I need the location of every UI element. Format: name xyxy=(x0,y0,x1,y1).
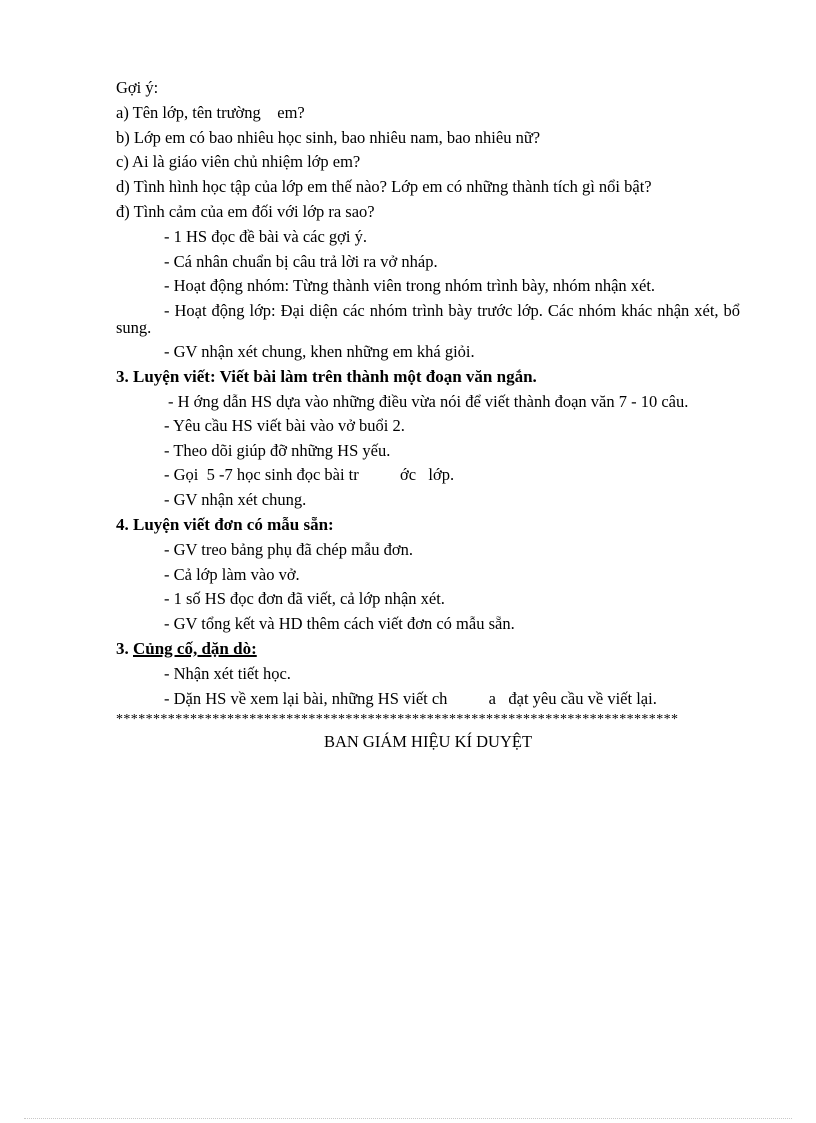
hint-item-b: b) Lớp em có bao nhiêu học sinh, bao nhiêu nam, bao nhiêu nữ? xyxy=(116,127,541,147)
section-5-title: Củng cố, dặn dò: xyxy=(133,638,257,658)
hints-title: Gợi ý: xyxy=(116,78,159,97)
section-4-heading: 4. Luyện viết đơn có mẫu sẵn: xyxy=(116,514,334,534)
step-read-aloud: - Gọi 5 -7 học sinh đọc bài tr ớc lớp. xyxy=(164,465,455,485)
step-individual-prep: - Cá nhân chuẩn bị câu trả lời ra vở nháp. xyxy=(164,251,438,271)
hint-item-d: d) Tình hình học tập của lớp em thế nào? Lớp em có những thành tích gì nổi bật? xyxy=(116,177,652,197)
approval-title: BAN GIÁM HIỆU KÍ DUYỆT xyxy=(323,732,533,752)
step-summary: - GV tổng kết và HD thêm cách viết đơn có mẫu sẵn. xyxy=(164,614,515,634)
hint-item-c: c) Ai là giáo viên chủ nhiệm lớp em? xyxy=(116,152,361,172)
step-help-weak: - Theo dõi giúp đỡ những HS yếu. xyxy=(164,440,391,460)
step-lesson-review: - Nhận xét tiết học. xyxy=(164,663,291,683)
section-3-heading: 3. Luyện viết: Viết bài làm trên thành một đoạn văn ngắn. xyxy=(116,366,537,386)
step-general-feedback: - GV nhận xét chung. xyxy=(164,490,307,510)
hint-item-a: a) Tên lớp, tên trường em? xyxy=(116,102,305,122)
step-write-notebook: - Yêu cầu HS viết bài vào vở buổi 2. xyxy=(164,415,405,435)
section-5-heading xyxy=(116,637,740,662)
step-group-activity: - Hoạt động nhóm: Từng thành viên trong nhóm trình bày, nhóm nhận xét. xyxy=(164,276,656,296)
step-hang-board: - GV treo bảng phụ đã chép mẫu đơn. xyxy=(164,539,413,559)
star-separator: **************************************************************************** xyxy=(116,712,679,728)
step-read-prompt: - 1 HS đọc đề bài và các gợi ý. xyxy=(164,226,367,246)
hint-item-dd: đ) Tình cảm của em đối với lớp ra sao? xyxy=(116,201,375,221)
step-class-activity: - Hoạt động lớp: Đại diện các nhóm trình bày trước lớp. Các nhóm khác nhận xét, bổ sung. xyxy=(116,301,740,338)
page-bottom-rule xyxy=(24,1118,792,1119)
section-5-number: 3. xyxy=(116,638,133,658)
step-read-forms: - 1 số HS đọc đơn đã viết, cả lớp nhận xét. xyxy=(164,589,445,609)
step-homework: - Dặn HS về xem lại bài, những HS viết ch a đạt yêu cầu về viết lại. xyxy=(164,688,657,708)
step-class-writes: - Cả lớp làm vào vở. xyxy=(164,564,300,584)
lesson-plan-page xyxy=(116,76,740,755)
step-guide-writing: - H ớng dẫn HS dựa vào những điều vừa nói để viết thành đoạn văn 7 - 10 câu. xyxy=(168,391,689,411)
step-teacher-feedback: - GV nhận xét chung, khen những em khá giỏi. xyxy=(164,342,475,362)
